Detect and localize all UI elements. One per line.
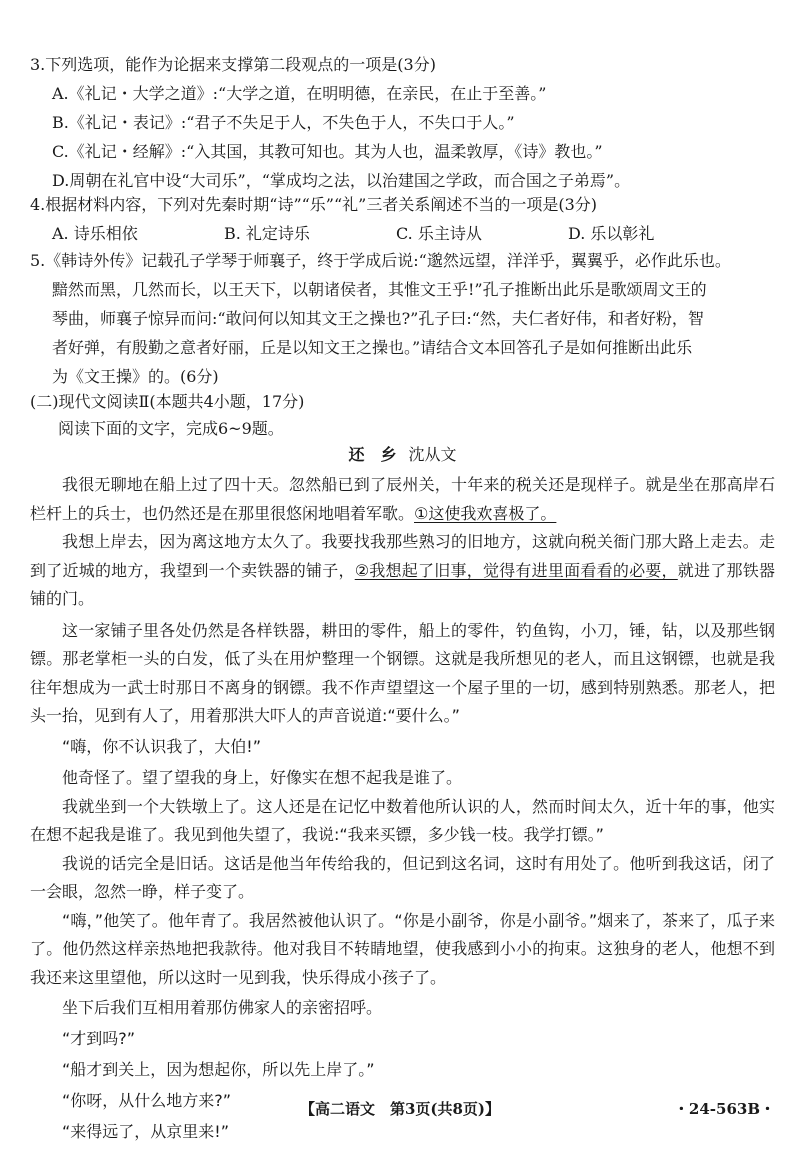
q5-line-4: 者好弹，有殷勤之意者好丽，丘是以知文王之操也。”请结合文本回答孔子是如何推断出此乐: [52, 338, 693, 357]
dialogue-5: “船才到关上，因为想起你，所以先上岸了。”: [62, 1060, 375, 1079]
footer-exam-code: ・24-563B・: [673, 1100, 775, 1118]
paragraph-2: [30, 528, 775, 614]
footer-page-info: 【高二语文 第3页(共8页)】: [299, 1100, 501, 1118]
article: [30, 442, 775, 1147]
dialogue-6: “你呀，从什么地方来?”: [62, 1091, 232, 1110]
section-instruction: 阅读下面的文字，完成6~9题。: [58, 419, 284, 438]
dialogue-1: “嗨，你不认识我了，大伯!”: [62, 736, 261, 756]
paragraph-6: “嗨，”他笑了。他年青了。我居然被他认识了。“你是小副爷，你是小副爷。”烟来了，茶来了，瓜子来了。他仍然这样亲热地把我款待。他对我目不转睛地望，使我感到小小的拘束。这独身的老人，他想不到我还来这里望他，所以这时一见到我，快乐得成小孩子了。: [30, 910, 775, 987]
paragraph-5: 我说的话完全是旧话。这话是他当年传给我的，但记到这名词，这时有用处了。他听到我这话，闭了一会眼，忽然一睁，样子变了。: [30, 853, 775, 901]
dialogue-4: “才到吗?”: [62, 1029, 136, 1048]
section-heading: (二)现代文阅读Ⅱ(本题共4小题，17分): [30, 392, 305, 411]
paragraph-4: 我就坐到一个大铁墩上了。这人还是在记忆中数着他所认识的人，然而时间太久，近十年的事，他实在想不起我是谁了。我见到他失望了，我说:“我来买镖，多少钱一枝。我学打镖。”: [30, 796, 775, 844]
q3-option-d: D.周朝在礼官中设“大司乐”，“掌成均之法，以治建国之学政，而合国之子弟焉”。: [52, 171, 631, 190]
article-author: 沈从文: [408, 445, 457, 464]
p1-text: 我很无聊地在船上过了四十天。忽然船已到了辰州关，十年来的税关还是现样子。就是坐在那高岸石栏杆上的兵士，也仍然还是在那里很悠闲地唱着军歌。: [30, 475, 775, 523]
p1-underlined: ①这使我欢喜极了。: [414, 503, 557, 523]
p2-underlined: ②我想起了旧事，觉得有进里面看看的必要，: [354, 560, 678, 580]
dialogue-7: “来得远了，从京里来!”: [62, 1122, 229, 1141]
q4-option-c: C. 乐主诗从: [396, 224, 482, 243]
question-5: [30, 246, 775, 391]
p2-text-a: 我想上岸去，因为离这地方太久了。我要找我那些熟习的旧地方，这就向税关衙门那大路上走去。走到了近城的地方，我望到一个卖铁器的铺子，: [30, 532, 775, 580]
q3-stem: 3.下列选项，能作为论据来支撑第二段观点的一项是(3分): [30, 55, 436, 74]
q5-line-5: 为《文王操》的。(6分): [52, 367, 219, 386]
q3-option-b: B.《礼记・表记》:“君子不失足于人，不失色于人，不失口于人。”: [52, 113, 515, 132]
q5-line-2: 黯然而黑，几然而长，以王天下，以朝诸侯者，其惟文王乎!”孔子推断出此乐是歌颂周文王的: [52, 280, 707, 299]
q3-option-a: A.《礼记・大学之道》:“大学之道，在明明德，在亲民，在止于至善。”: [52, 84, 547, 103]
paragraph-3: 这一家铺子里各处仍然是各样铁器，耕田的零件，船上的零件，钓鱼钩，小刀，锤，钻，以及那些钢镖。那老掌柜一头的白发，低了头在用炉整理一个钢镖。这就是我所想见的老人，而且这钢镖，也就是我往年想成为一武士时那日不离身的钢镖。我不作声望望这一个屋子里的一切，感到特别熟悉。那老人，把头一抬，见到有人了，用着那洪大吓人的声音说道:“要什么。”: [30, 620, 775, 725]
article-title-row: [30, 442, 775, 467]
question-4: [30, 192, 775, 246]
q3-option-c: C.《礼记・经解》:“入其国，其教可知也。其为人也，温柔敦厚，《诗》教也。”: [52, 142, 603, 161]
paragraph-1: [30, 471, 775, 528]
q4-option-a: A. 诗乐相依: [52, 224, 138, 243]
q5-line-3: 琴曲，师襄子惊异而问:“敢问何以知其文王之操也?”孔子曰:“然，夫仁者好伟，和者好粉，智: [52, 309, 704, 328]
p2-text-b: 就进了那铁器铺的门。: [30, 560, 775, 608]
question-3: [30, 52, 775, 193]
q4-option-d: D. 乐以彰礼: [568, 224, 655, 243]
q5-first-line: 5.《韩诗外传》记载孔子学琴于师襄子，终于学成后说:“邈然远望，洋洋乎，翼翼乎，必作此乐也。: [30, 251, 731, 270]
section-2: [30, 388, 775, 442]
dialogue-2: 他奇怪了。望了望我的身上，好像实在想不起我是谁了。: [62, 767, 463, 787]
q4-options: [30, 221, 775, 246]
q4-stem: 4.根据材料内容，下列对先秦时期“诗”“乐”“礼”三者关系阐述不当的一项是(3分): [30, 195, 598, 214]
q4-option-b: B. 礼定诗乐: [224, 224, 310, 243]
dialogue-3: 坐下后我们互相用着那仿佛家人的亲密招呼。: [62, 998, 383, 1017]
article-title: 还 乡: [348, 445, 397, 464]
